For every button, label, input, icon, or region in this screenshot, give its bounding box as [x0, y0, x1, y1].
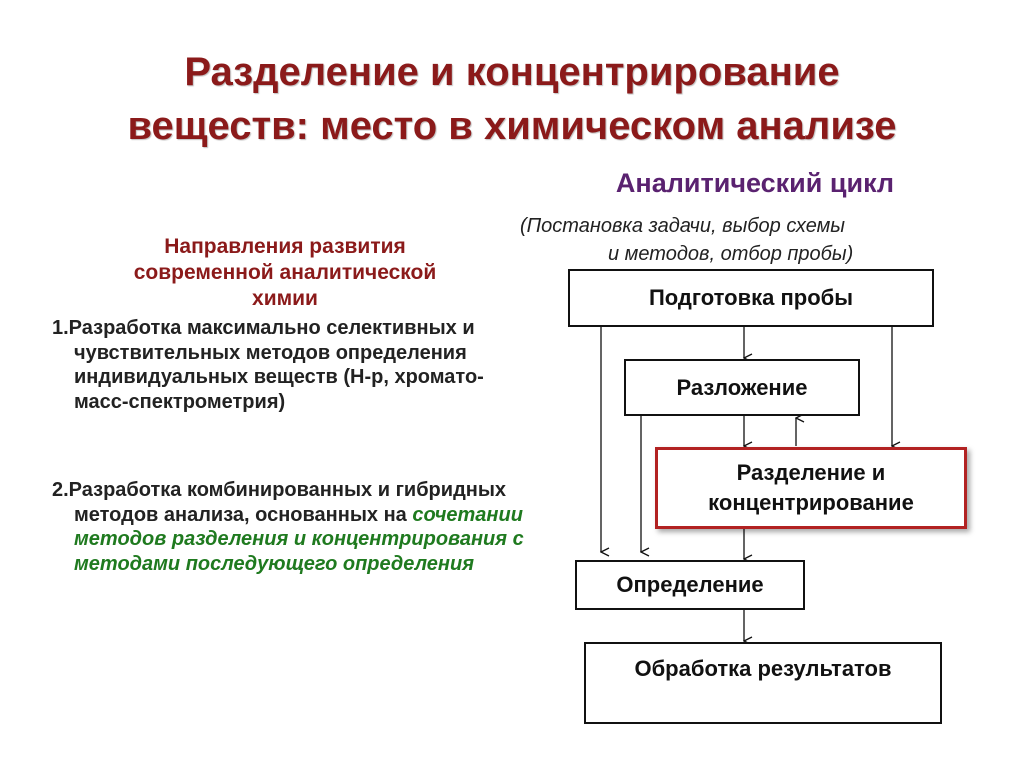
- box-separation-line2: концентрирование: [708, 490, 914, 515]
- box-determination: Определение: [575, 560, 805, 610]
- slide-title-line2: веществ: место в химическом анализе: [127, 104, 897, 148]
- box-results-processing: Обработка результатов: [584, 642, 942, 724]
- cycle-title: Аналитический цикл: [615, 168, 895, 198]
- box-sample-preparation: Подготовка пробы: [568, 269, 934, 327]
- box-decomposition: Разложение: [624, 359, 860, 416]
- box-separation-line1: Разделение и: [736, 460, 886, 485]
- directions-heading-line2: современной аналитической: [133, 261, 437, 284]
- box-separation-concentration: [655, 447, 967, 529]
- direction-item-2-highlight: сочетании методов разделения и концентрирования с методами последующего определения: [74, 503, 524, 575]
- directions-heading-line3: химии: [252, 287, 318, 310]
- directions-heading-line1: Направления развития: [164, 235, 406, 258]
- slide-title-line1: Разделение и концентрирование: [184, 50, 840, 94]
- direction-item-2-text: 2.Разработка комбинированных и гибридных методов анализа, основанных на: [52, 479, 507, 526]
- cycle-subtitle-line1: (Постановка задачи, выбор схемы: [520, 215, 846, 237]
- direction-item-1: 1.Разработка максимально селективных и чувствительных методов определения индивидуальных веществ (Н-р, хромато-масс-спектрометрия): [52, 317, 484, 413]
- cycle-subtitle-line2: и методов, отбор пробы): [608, 243, 854, 265]
